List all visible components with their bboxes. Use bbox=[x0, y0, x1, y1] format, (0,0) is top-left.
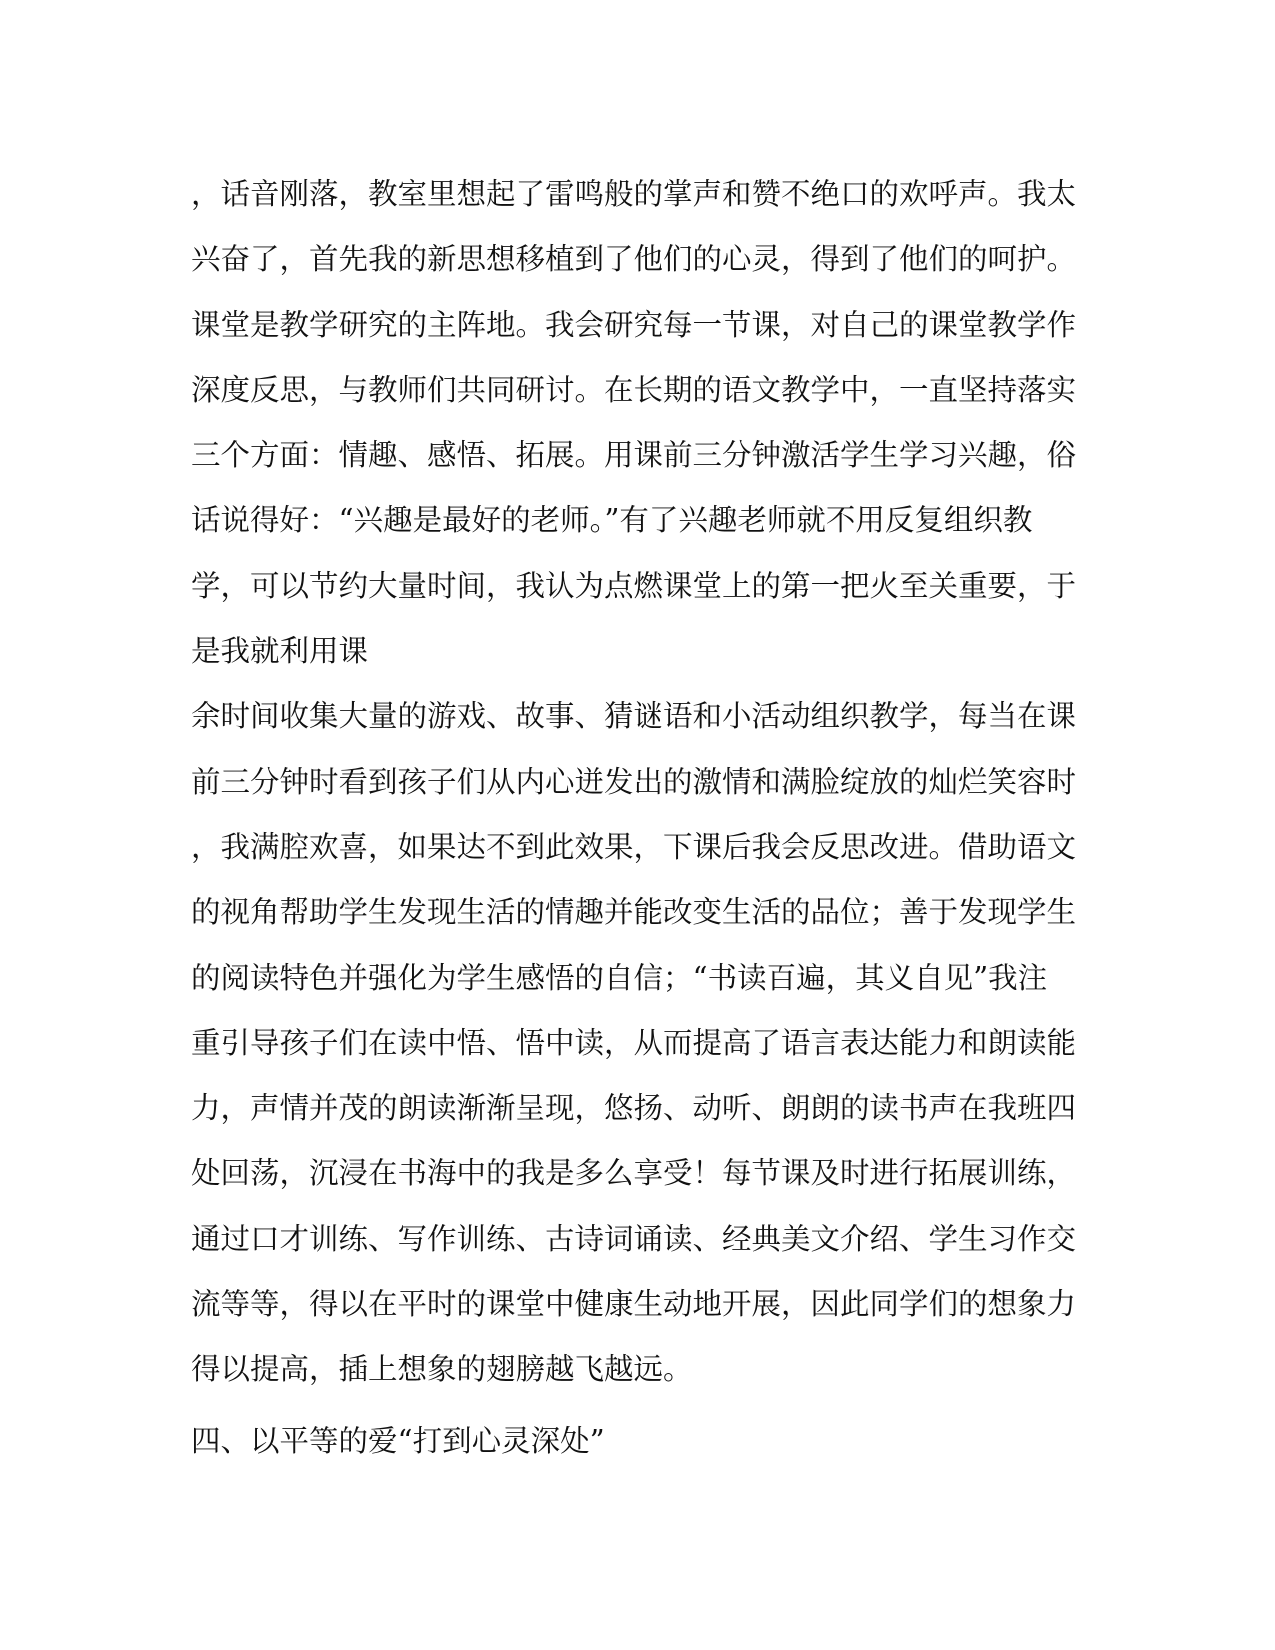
text-line: 的视角帮助学生发现生活的情趣并能改变生活的品位；善于发现学生 bbox=[191, 895, 1077, 930]
text-line: 余时间收集大量的游戏、故事、猜谜语和小活动组织教学，每当在课 bbox=[191, 699, 1077, 734]
text-line: 话说得好：“兴趣是最好的老师。”有了兴趣老师就不用反复组织教 bbox=[191, 503, 1033, 538]
text-line: 学，可以节约大量时间，我认为点燃课堂上的第一把火至关重要，于 bbox=[191, 568, 1077, 603]
text-line: 的阅读特色并强化为学生感悟的自信；“书读百遍，其义自见”我注 bbox=[191, 960, 1048, 995]
text-line: 三个方面：情趣、感悟、拓展。用课前三分钟激活学生学习兴趣，俗 bbox=[191, 438, 1077, 473]
text-line: 深度反思，与教师们共同研讨。在长期的语文教学中，一直坚持落实 bbox=[191, 372, 1077, 407]
section-heading: 四、以平等的爱“打到心灵深处” bbox=[191, 1423, 605, 1458]
body-text bbox=[191, 162, 1077, 1474]
text-line: 处回荡，沉浸在书海中的我是多么享受！每节课及时进行拓展训练， bbox=[191, 1156, 1077, 1191]
text-line: ，我满腔欢喜，如果达不到此效果，下课后我会反思改进。借助语文 bbox=[191, 829, 1077, 864]
text-line: ，话音刚落，教室里想起了雷鸣般的掌声和赞不绝口的欢呼声。我太 bbox=[191, 177, 1077, 211]
text-line: 通过口才训练、写作训练、古诗词诵读、经典美文介绍、学生习作交 bbox=[191, 1221, 1077, 1256]
text-line: 流等等，得以在平时的课堂中健康生动地开展，因此同学们的想象力 bbox=[191, 1287, 1077, 1322]
text-line: 是我就利用课 bbox=[191, 634, 369, 669]
text-line: 重引导孩子们在读中悟、悟中读，从而提高了语言表达能力和朗读能 bbox=[191, 1025, 1077, 1060]
text-line: 前三分钟时看到孩子们从内心迸发出的激情和满脸绽放的灿烂笑容时 bbox=[191, 764, 1077, 799]
text-line: 课堂是教学研究的主阵地。我会研究每一节课，对自己的课堂教学作 bbox=[191, 307, 1077, 342]
text-line: 兴奋了，首先我的新思想移植到了他们的心灵，得到了他们的呵护。 bbox=[191, 242, 1077, 277]
text-line: 得以提高，插上想象的翅膀越飞越远。 bbox=[191, 1352, 693, 1387]
text-line: 力，声情并茂的朗读渐渐呈现，悠扬、动听、朗朗的读书声在我班四 bbox=[191, 1091, 1077, 1126]
